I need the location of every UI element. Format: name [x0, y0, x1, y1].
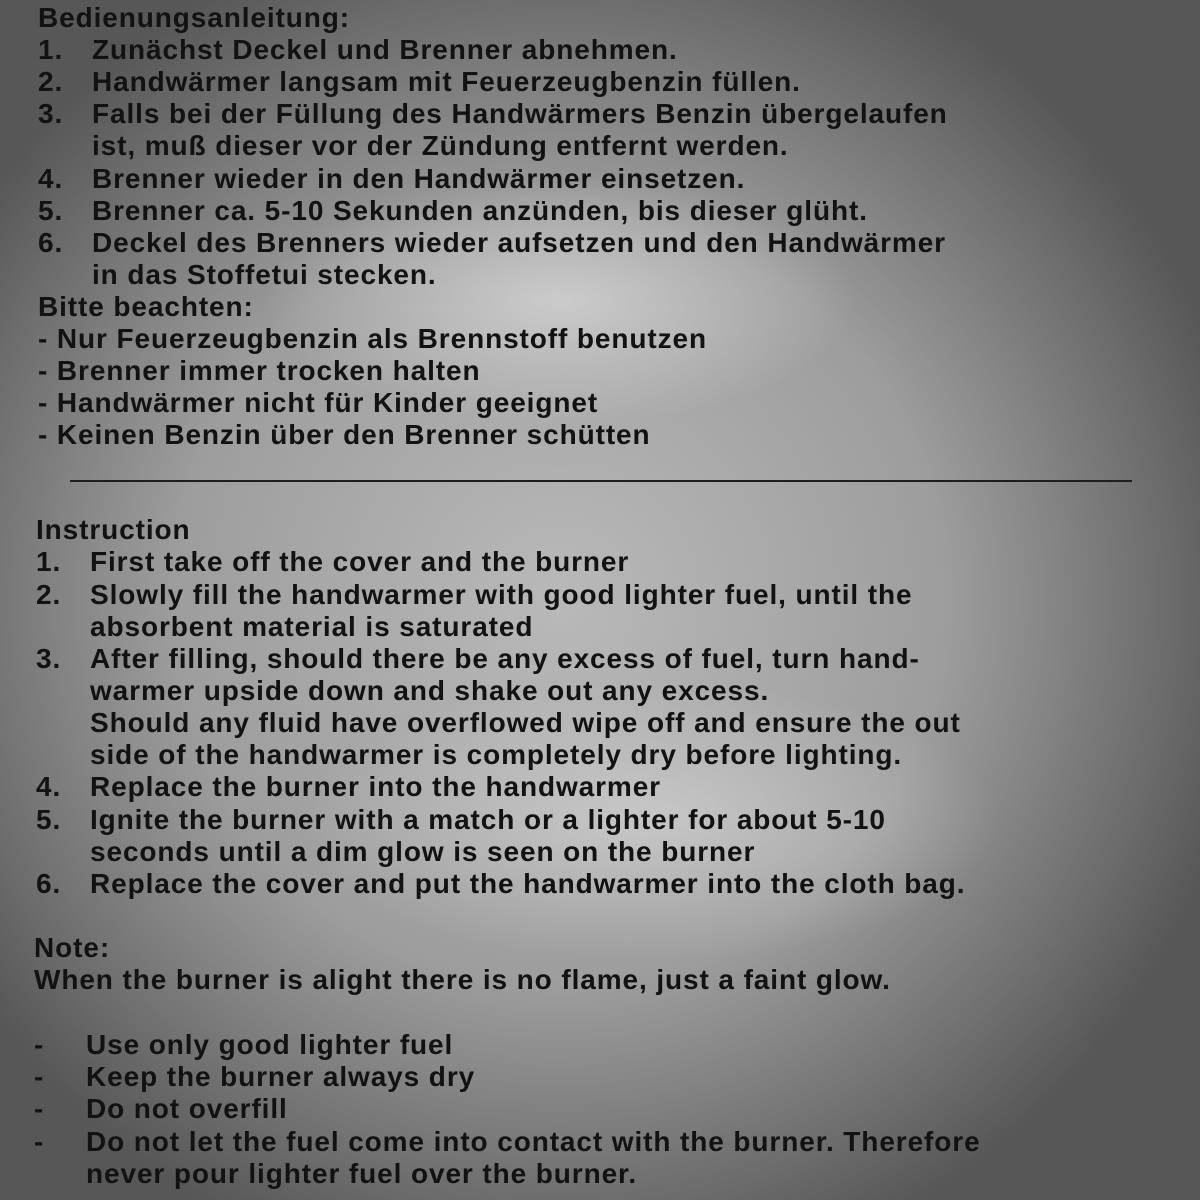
german-step-line: in das Stoffetui stecken.	[92, 259, 437, 290]
german-step-line: Deckel des Brenners wieder aufsetzen und den Handwärmer	[92, 227, 946, 258]
german-step-number: 2.	[38, 66, 64, 97]
english-step-number: 6.	[36, 868, 62, 899]
english-step-line: After filling, should there be any excess of fuel, turn hand-	[90, 643, 920, 674]
english-bullet-line: Keep the burner always dry	[86, 1061, 476, 1092]
german-step-number: 5.	[38, 195, 64, 226]
german-step-number: 3.	[38, 98, 64, 129]
english-bullet-line: Do not overfill	[86, 1093, 288, 1124]
german-step-line: Zunächst Deckel und Brenner abnehmen.	[92, 34, 678, 65]
english-step-number: 1.	[36, 546, 62, 577]
english-bullet-dash: -	[34, 1029, 45, 1060]
english-bullet-line: Do not let the fuel come into contact with the burner. Therefore	[86, 1126, 981, 1157]
german-step-line: Brenner ca. 5-10 Sekunden anzünden, bis dieser glüht.	[92, 195, 868, 226]
german-step-line: Falls bei der Füllung des Handwärmers Benzin übergelaufen	[92, 98, 948, 129]
german-heading: Bedienungsanleitung:	[38, 2, 350, 33]
german-step-number: 6.	[38, 227, 64, 258]
english-note-heading: Note:	[34, 932, 111, 963]
german-note-item: - Brenner immer trocken halten	[38, 355, 481, 386]
english-step-line: warmer upside down and shake out any excess.	[90, 675, 770, 706]
section-divider	[70, 480, 1132, 482]
german-step-number: 4.	[38, 163, 64, 194]
english-step-line: absorbent material is saturated	[90, 611, 534, 642]
german-note-item: - Nur Feuerzeugbenzin als Brennstoff benutzen	[38, 323, 707, 354]
english-step-line: First take off the cover and the burner	[90, 546, 630, 577]
german-step-number: 1.	[38, 34, 64, 65]
english-step-number: 4.	[36, 771, 62, 802]
english-step-line: seconds until a dim glow is seen on the burner	[90, 836, 756, 867]
english-bullet-line: never pour lighter fuel over the burner.	[86, 1158, 637, 1189]
english-step-number: 5.	[36, 804, 62, 835]
english-step-line: Ignite the burner with a match or a lighter for about 5-10	[90, 804, 886, 835]
english-step-line: Replace the burner into the handwarmer	[90, 771, 661, 802]
english-step-line: Replace the cover and put the handwarmer into the cloth bag.	[90, 868, 966, 899]
english-bullet-dash: -	[34, 1126, 45, 1157]
english-step-line: side of the handwarmer is completely dry before lighting.	[90, 739, 903, 770]
german-note-item: - Handwärmer nicht für Kinder geeignet	[38, 387, 599, 418]
german-step-line: Handwärmer langsam mit Feuerzeugbenzin füllen.	[92, 66, 801, 97]
german-step-line: Brenner wieder in den Handwärmer einsetzen.	[92, 163, 746, 194]
english-bullet-line: Use only good lighter fuel	[86, 1029, 454, 1060]
german-note-item: - Keinen Benzin über den Brenner schütten	[38, 419, 651, 450]
english-note-text: When the burner is alight there is no flame, just a faint glow.	[34, 964, 891, 995]
english-bullet-dash: -	[34, 1093, 45, 1124]
german-step-line: ist, muß dieser vor der Zündung entfernt werden.	[92, 130, 789, 161]
english-heading: Instruction	[36, 514, 191, 545]
english-step-line: Should any fluid have overflowed wipe off and ensure the out	[90, 707, 961, 738]
english-step-number: 2.	[36, 579, 62, 610]
english-step-number: 3.	[36, 643, 62, 674]
german-note-heading: Bitte beachten:	[38, 291, 254, 322]
english-step-line: Slowly fill the handwarmer with good lighter fuel, until the	[90, 579, 913, 610]
english-bullet-dash: -	[34, 1061, 45, 1092]
